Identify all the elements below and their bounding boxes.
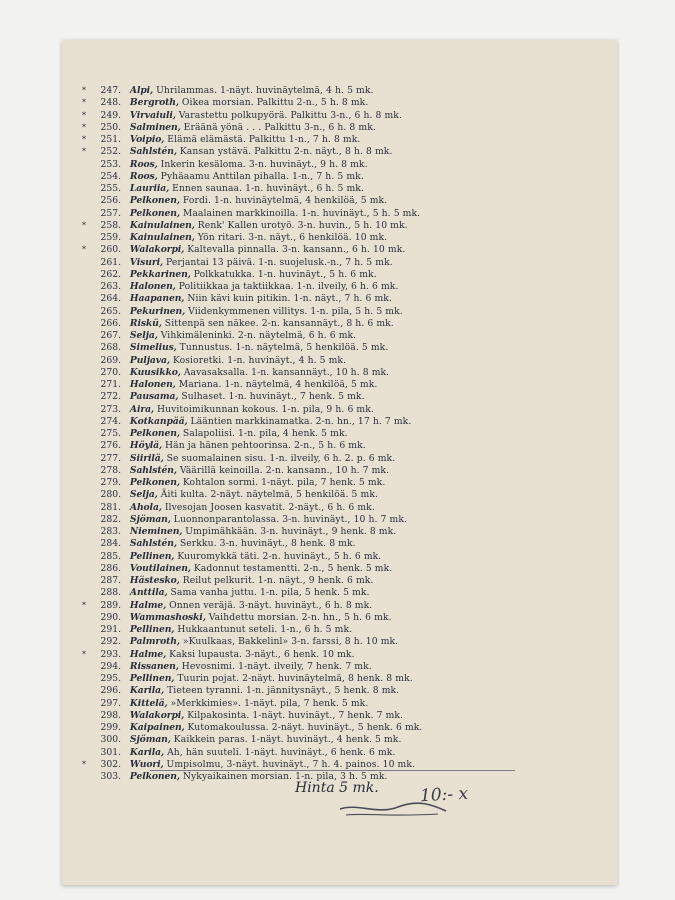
list-item [88, 747, 528, 759]
item-number: 279. [100, 477, 121, 488]
item-description: Kilpakosinta. 1-näyt. huvinäyt., 7 henk. 7 mk. [187, 709, 404, 721]
item-description: Renk' Kallen urotyö. 3-n. huvin., 5 h. 10 mk. [197, 219, 408, 231]
item-number: 275. [100, 428, 121, 439]
list-item [88, 257, 528, 269]
item-number: 293. [100, 648, 121, 660]
marker-asterisk: * [82, 600, 86, 610]
marker-asterisk: * [82, 98, 86, 108]
list-item [88, 379, 528, 391]
list-item [88, 269, 528, 281]
item-number: 253. [100, 158, 121, 170]
item-number: 252. [100, 146, 121, 158]
list-item [88, 171, 528, 183]
item-number: 280. [100, 489, 121, 501]
list-item [88, 575, 528, 587]
list-item [82, 134, 528, 146]
list-item [88, 722, 528, 734]
item-author: Kuusikko, [129, 366, 181, 378]
item-description: Luonnonparantolassa. 3-n. huvinäyt., 10 h. 7 mk. [173, 513, 408, 525]
item-author: Halonen, [129, 379, 176, 390]
item-number: 282. [100, 513, 121, 525]
item-description: Ilvesojan Joosen kasvatit. 2-näyt., 6 h. 6 mk. [164, 501, 375, 513]
item-author: Pellinen, [129, 624, 175, 635]
item-description: Hän ja hänen pehtoorinsa. 2-n., 5 h. 6 mk. [165, 440, 366, 452]
divider-line [150, 770, 515, 771]
item-number: 254. [100, 170, 121, 182]
item-author: Roos, [129, 170, 158, 182]
item-author: Palmroth, [129, 636, 180, 648]
item-author: Kainulainen, [129, 232, 195, 243]
list-item [82, 121, 528, 134]
item-number: 291. [100, 624, 121, 635]
list-item [88, 232, 528, 244]
item-description: Vihkimäleninki. 2-n. näytelmä, 6 h. 6 mk. [160, 330, 357, 341]
list-item [88, 330, 528, 342]
item-number: 278. [100, 464, 121, 476]
marker-asterisk: * [82, 86, 86, 95]
list-item [88, 710, 528, 722]
item-author: Höylä, [129, 440, 163, 452]
item-author: Karila, [129, 746, 165, 758]
item-author: Pekurinen, [129, 305, 186, 317]
item-description: Sittenpä sen näkee. 2-n. kansannäyt., 8 h. 6 mk. [164, 317, 394, 329]
item-description: Ennen saunaa. 1-n. huvinäyt., 6 h. 5 mk. [172, 183, 364, 194]
item-author: Virvaiuli, [129, 109, 176, 121]
item-description: Ah, hän suuteli. 1-näyt. huvinäyt., 6 henk. 6 mk. [167, 746, 396, 758]
item-description: Äiti kulta. 2-näyt. näytelmä, 5 henkilöä. 5 mk. [160, 489, 379, 501]
item-description: Väärillä keinoilla. 2-n. kansann., 10 h. 7 mk. [179, 464, 390, 476]
list-item [88, 416, 528, 428]
item-number: 284. [100, 538, 121, 550]
list-item [88, 612, 528, 624]
list-item [88, 538, 528, 550]
list-item [88, 367, 528, 379]
item-number: 267. [100, 330, 121, 341]
item-description: Elämä elämästä. Palkittu 1-n., 7 h. 8 mk. [167, 134, 361, 145]
item-number: 259. [100, 232, 121, 243]
marker-asterisk: * [82, 135, 86, 144]
item-author: Kainulainen, [129, 219, 195, 231]
item-number: 287. [100, 575, 121, 586]
item-number: 250. [100, 121, 121, 133]
item-description: Kansan ystävä. Palkittu 2-n. näyt., 8 h. 8 mk. [179, 146, 393, 158]
list-item [88, 551, 528, 563]
item-author: Pelkonen, [129, 207, 180, 219]
list-item [88, 502, 528, 514]
item-number: 302. [100, 758, 121, 770]
item-author: Siirilä, [129, 452, 164, 464]
list-item [82, 244, 528, 256]
marker-asterisk: * [82, 110, 86, 120]
list-item [88, 404, 528, 416]
list-item [88, 636, 528, 648]
item-description: Tuurin pojat. 2-näyt. huvinäytelmä, 8 henk. 8 mk. [177, 673, 413, 684]
item-number: 301. [100, 746, 121, 758]
list-item [88, 526, 528, 538]
item-author: Haapanen, [129, 293, 185, 305]
item-description: Kaikkein paras. 1-näyt. huvinäyt., 4 henk. 5 mk. [173, 734, 402, 746]
item-number: 276. [100, 440, 121, 452]
item-description: Kohtalon sormi. 1-näyt. pila, 7 henk. 5 mk. [182, 477, 386, 488]
item-author: Hästesko, [129, 575, 180, 586]
item-author: Sjöman, [129, 734, 171, 746]
item-author: Walakorpi, [129, 244, 185, 256]
item-number: 289. [100, 599, 121, 611]
item-author: Lauriia, [129, 183, 170, 194]
list-item [88, 342, 528, 354]
item-description: Polkkatukka. 1-n. huvinäyt., 5 h. 6 mk. [193, 268, 377, 280]
list-item [88, 159, 528, 171]
list-item [88, 183, 528, 195]
marker-asterisk: * [82, 122, 86, 132]
item-number: 271. [100, 379, 121, 390]
item-author: Voutilainen, [129, 562, 191, 574]
item-number: 295. [100, 673, 121, 684]
item-description: Pyhäaamu Anttilan pihalla. 1-n., 7 h. 5 mk. [160, 170, 364, 182]
item-description: Kaksi lupausta. 3-näyt., 6 henk. 10 mk. [169, 648, 355, 660]
item-author: Nieminen, [129, 526, 183, 537]
item-author: Sahlstén, [129, 464, 177, 476]
item-author: Roos, [129, 158, 158, 170]
item-description: Onnen veräjä. 3-näyt. huvinäyt., 6 h. 8 mk. [169, 599, 373, 611]
item-description: Sulhaset. 1-n. huvinäyt., 7 henk. 5 mk. [181, 391, 365, 403]
item-description: Vaihdettu morsian. 2-n. hn., 5 h. 6 mk. [208, 611, 392, 623]
list-item [82, 219, 528, 232]
item-number: 256. [100, 195, 121, 207]
handwritten-price: 10:- x [419, 783, 469, 807]
item-description: Kaltevalla pinnalla. 3-n. kansann., 6 h. 10 mk. [187, 244, 406, 256]
marker-asterisk: * [82, 220, 86, 230]
item-description: »Kuulkaas, Bakkelinl» 3-n. farssi, 8 h. 10 mk. [182, 636, 399, 648]
item-author: Anttila, [129, 587, 168, 599]
item-author: Puljava, [129, 354, 170, 366]
item-number: 265. [100, 305, 121, 317]
item-description: Se suomalainen sisu. 1-n. ilveily, 6 h. 2. p. 6 mk. [166, 452, 396, 464]
item-description: Kuuromykkä täti. 2-n. huvinäyt., 5 h. 6 mk. [177, 550, 382, 562]
item-description: Umpimähkään. 3-n. huvinäyt., 9 henk. 8 mk. [185, 526, 397, 537]
item-description: Tunnustus. 1-n. näytelmä, 5 henkilöä. 5 mk. [179, 342, 389, 354]
item-author: Visuri, [129, 256, 164, 268]
item-description: Perjantai 13 päivä. 1-n. suojelusk.-n., 7 h. 5 mk. [165, 256, 393, 268]
item-number: 283. [100, 526, 121, 537]
item-author: Pelkonen, [129, 428, 180, 439]
item-author: Wammashoski, [129, 611, 206, 623]
list-item [88, 477, 528, 489]
item-author: Halme, [129, 648, 167, 660]
item-number: 263. [100, 281, 121, 292]
item-author: Halme, [129, 599, 167, 611]
item-author: Voipio, [129, 134, 165, 145]
item-number: 303. [100, 771, 121, 782]
item-number: 248. [100, 97, 121, 109]
item-description: Inkerin kesäloma. 3-n. huvinäyt., 9 h. 8 mk. [160, 158, 368, 170]
item-description: Kosioretki. 1-n. huvinäyt., 4 h. 5 mk. [172, 354, 347, 366]
item-number: 300. [100, 734, 121, 746]
item-author: Pellinen, [129, 673, 175, 684]
list-item [88, 587, 528, 599]
item-number: 298. [100, 709, 121, 721]
item-number: 249. [100, 109, 121, 121]
item-author: Rissanen, [129, 660, 179, 672]
item-number: 292. [100, 636, 121, 648]
item-description: Eräänä yönä . . . Palkittu 3-n., 6 h. 8 mk. [183, 121, 376, 133]
item-number: 294. [100, 660, 121, 672]
item-description: Niin kävi kuin pitikin. 1-n. näyt., 7 h. 6 mk. [187, 293, 392, 305]
list-item [88, 453, 528, 465]
marker-asterisk: * [82, 245, 86, 255]
list-item [88, 514, 528, 526]
list-item [88, 465, 528, 477]
item-description: Huvitoimikunnan kokous. 1-n. pila, 9 h. 6 mk. [156, 403, 374, 415]
item-author: Pelkonen, [129, 771, 180, 782]
item-author: Selja, [129, 330, 158, 341]
item-description: Sama vanha juttu. 1-n. pila, 5 henk. 5 mk. [170, 587, 370, 599]
item-number: 258. [100, 219, 121, 231]
item-description: Politiikkaa ja taktiikkaa. 1-n. ilveily, 6 h. 6 mk. [178, 281, 399, 292]
list-item [88, 440, 528, 452]
item-author: Halonen, [129, 281, 176, 292]
item-number: 296. [100, 685, 121, 697]
item-description: Kutomakoulussa. 2-näyt. huvinäyt., 5 henk. 6 mk. [187, 722, 423, 733]
item-author: Bergroth, [129, 97, 179, 109]
list-item [88, 428, 528, 440]
item-number: 264. [100, 293, 121, 305]
item-author: Alpi, [129, 85, 154, 96]
item-description: Varastettu polkupyörä. Palkittu 3-n., 6 h. 8 mk. [178, 109, 402, 121]
item-number: 270. [100, 366, 121, 378]
item-description: Aavasaksalla. 1-n. kansannäyt., 10 h. 8 mk. [183, 366, 390, 378]
item-number: 260. [100, 244, 121, 256]
item-author: Wuori, [129, 758, 164, 770]
list-item [88, 318, 528, 330]
item-author: Aira, [129, 403, 155, 415]
item-description: Maalainen markkinoilla. 1-n. huvinäyt., 5 h. 5 mk. [182, 207, 421, 219]
list-item [88, 698, 528, 710]
list-item [88, 306, 528, 318]
item-description: Nykyaikainen morsian. 1-n. pila, 3 h. 5 mk. [182, 771, 388, 782]
item-author: Karila, [129, 685, 165, 697]
list-item [82, 146, 528, 158]
item-number: 262. [100, 268, 121, 280]
item-number: 299. [100, 722, 121, 733]
item-description: Viidenkymmenen villitys. 1-n. pila, 5 h. 5 mk. [188, 305, 403, 317]
list-item [88, 489, 528, 501]
item-number: 277. [100, 452, 121, 464]
item-description: Reilut pelkurit. 1-n. näyt., 9 henk. 6 mk. [182, 575, 374, 586]
list-item [88, 208, 528, 220]
item-author: Selja, [129, 489, 158, 501]
item-author: Pelkonen, [129, 195, 180, 207]
item-author: Pellinen, [129, 550, 175, 562]
item-description: »Merkkimies». 1-näyt. pila, 7 henk. 5 mk. [170, 697, 369, 709]
marker-asterisk: * [82, 649, 86, 659]
item-number: 274. [100, 415, 121, 427]
list-item [88, 355, 528, 367]
item-description: Salapoliisi. 1-n. pila, 4 henk. 5 mk. [182, 428, 348, 439]
list-item [88, 673, 528, 685]
play-catalog-list [82, 85, 528, 783]
list-item [88, 661, 528, 673]
item-number: 273. [100, 403, 121, 415]
item-number: 288. [100, 587, 121, 599]
item-author: Ahola, [129, 501, 162, 513]
item-author: Sahlstén, [129, 538, 177, 550]
list-item [82, 97, 528, 109]
item-number: 272. [100, 391, 121, 403]
item-author: Riskü, [129, 317, 162, 329]
item-number: 255. [100, 183, 121, 194]
price-note: Hinta 5 mk. [295, 780, 379, 796]
item-author: Sjöman, [129, 513, 171, 525]
item-description: Lääntien markkinamatka. 2-n. hn., 17 h. 7 mk. [190, 415, 412, 427]
list-item [88, 195, 528, 207]
item-author: Kotkanpää, [129, 415, 188, 427]
item-description: Mariana. 1-n. näytelmä, 4 henkilöä, 5 mk. [178, 379, 378, 390]
item-number: 285. [100, 550, 121, 562]
item-description: Hevosnimi. 1-näyt. ilveily, 7 henk. 7 mk. [181, 660, 372, 672]
item-description: Tieteen tyranni. 1-n. jännitysnäyt., 5 henk. 8 mk. [167, 685, 400, 697]
list-item [82, 599, 528, 612]
item-number: 261. [100, 256, 121, 268]
marker-asterisk: * [82, 759, 86, 769]
list-item [88, 391, 528, 403]
item-author: Sahlstén, [129, 146, 177, 158]
list-item [88, 563, 528, 575]
item-number: 297. [100, 697, 121, 709]
item-number: 266. [100, 317, 121, 329]
list-item [88, 293, 528, 305]
item-number: 247. [100, 85, 121, 96]
item-description: Uhrilammas. 1-näyt. huvinäytelmä, 4 h. 5 mk. [156, 85, 374, 96]
list-item [82, 109, 528, 122]
list-item [82, 85, 528, 97]
item-author: Walakorpi, [129, 709, 185, 721]
item-number: 251. [100, 134, 121, 145]
item-description: Yön ritari. 3-n. näyt., 6 henkilöä. 10 mk. [197, 232, 388, 243]
list-item [88, 734, 528, 746]
item-author: Simelius, [129, 342, 177, 354]
item-description: Hukkaantunut seteli. 1-n., 6 h. 5 mk. [177, 624, 353, 635]
item-description: Oikea morsian. Palkittu 2-n., 5 h. 8 mk. [181, 97, 369, 109]
list-item [82, 648, 528, 661]
item-author: Kittelä, [129, 697, 168, 709]
list-item [88, 685, 528, 697]
item-description: Fordi. 1-n. huvinäytelmä, 4 henkilöä, 5 mk. [182, 195, 388, 207]
item-number: 257. [100, 207, 121, 219]
item-number: 290. [100, 611, 121, 623]
item-author: Kaipainen, [129, 722, 185, 733]
item-number: 268. [100, 342, 121, 354]
item-number: 281. [100, 501, 121, 513]
item-description: Kadonnut testamentti. 2-n., 5 henk. 5 mk. [193, 562, 393, 574]
item-author: Pausama, [129, 391, 179, 403]
item-author: Pekkarinen, [129, 268, 191, 280]
item-number: 269. [100, 354, 121, 366]
item-author: Pelkonen, [129, 477, 180, 488]
item-description: Umpisolmu, 3-näyt. huvinäyt., 7 h. 4. painos. 10 mk. [166, 758, 416, 770]
item-author: Salminen, [129, 121, 181, 133]
list-item [88, 624, 528, 636]
list-item [88, 281, 528, 293]
item-description: Serkku. 3-n. huvinäyt., 8 henk. 8 mk. [179, 538, 356, 550]
item-number: 286. [100, 562, 121, 574]
marker-asterisk: * [82, 147, 86, 157]
